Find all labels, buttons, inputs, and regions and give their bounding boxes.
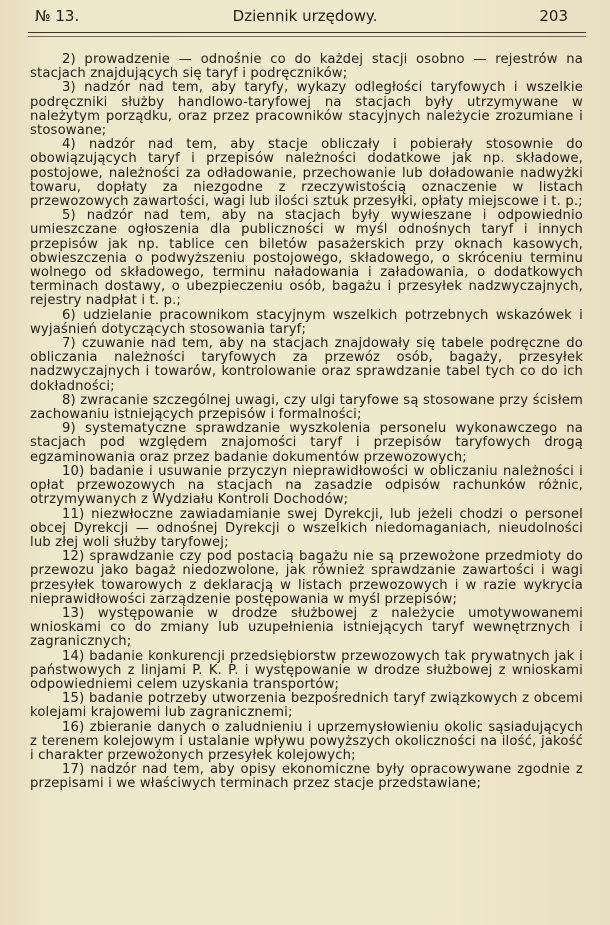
paragraph-item-17: 17) nadzór nad tem, aby opisy ekonomiczne były opracowywane zgodnie z przepisami i we właściwych terminach przez stacje przedstawiane;	[30, 762, 583, 792]
header-rule-top	[28, 32, 586, 33]
header-rule-bottom	[28, 36, 586, 37]
issue-number: № 13.	[35, 7, 80, 25]
paragraph-item-14: 14) badanie konkurencji przedsiębiorstw przewozowych tak prywatnych jak i państwowych z linjami P. K. P. i występowanie w drodze służbowej z wnioskami odpowiedniemi celem uzyskania transportów;	[30, 648, 583, 692]
paragraph-item-13: 13) występowanie w drodze służbowej z należycie umotywowanemi wnioskami co do zmiany lub uzupełnienia istniejących taryf wewnętrznych i zagranicznych;	[30, 605, 583, 650]
paragraph-item-10: 10) badanie i usuwanie przyczyn nieprawidłowości w obliczaniu należności i opłat przewozowych na stacjach na zasadzie odpisów rachunków różnic, otrzymywanych z Wydziału Kontroli Dochodów;	[30, 463, 583, 508]
paragraph-item-3: 3) nadzór nad tem, aby taryfy, wykazy odległości taryfowych i wszelkie podręczniki służby handlowo-taryfowej na stacjach były utrzymywane w należytym porządku, oraz przez pracowników stacyjnych należycie zrozumiane i stosowane;	[30, 80, 583, 139]
paragraph-item-9: 9) systematyczne sprawdzanie wyszkolenia personelu wykonawczego na stacjach pod względem znajomości taryf i przepisów taryfowych drogą egzaminowania oraz przez badanie dokumentów przewozowych;	[30, 421, 583, 465]
paragraph-item-6: 6) udzielanie pracownikom stacyjnym wszelkich potrzebnych wskazówek i wyjaśnień dotyczących stosowania taryf;	[30, 307, 583, 337]
paragraph-item-4: 4) nadzór nad tem, aby stacje obliczały i pobierały stosownie do obowiązujących taryf i przepisów należności dodatkowe jak np. składowe, postojowe, należności za odładowanie, przechowanie lub doładowanie nadwyżki towaru, dopłaty za niezgodne z rzeczywistością oznaczenie w listach przewozowych zawartości, wagi lub ilości sztuk przesyłki, opłaty miejscowe i t. p.;	[30, 137, 583, 210]
journal-title: Dziennik urzędowy.	[232, 7, 378, 25]
page-number: 203	[539, 7, 568, 25]
paragraph-item-5: 5) nadzór nad tem, aby na stacjach były wywieszane i odpowiednio umieszczane ogłoszenia dla publiczności w myśl odnośnych taryf i innych przepisów jak np. tablice cen biletów pasażerskich przy oknach kasowych, obwieszczenia o podwyższeniu postojowego, składowego, o skróceniu terminu wolnego od składowego, terminu naładowania i załadowania, o dodatkowych terminach dostawy, o ubezpieczeniu osób, bagażu i przesyłek nadzwyczajnych, rejestry nadpłat i t. p.;	[30, 208, 583, 309]
document-body	[30, 53, 583, 792]
paragraph-item-15: 15) badanie potrzeby utworzenia bezpośrednich taryf związkowych z obcemi kolejami krajowemi lub zagranicznemi;	[30, 691, 583, 721]
paragraph-item-2: 2) prowadzenie — odnośnie co do każdej stacji osobno — rejestrów na stacjach znajdujących się taryf i podręczników;	[30, 52, 583, 82]
paragraph-item-16: 16) zbieranie danych o zaludnieniu i uprzemysłowieniu okolic sąsiadujących z terenem kolejowym i ustalanie wpływu powyższych okoliczności na ilość, jakość i charakter przewożonych przesyłek kolejowych;	[30, 719, 583, 763]
paragraph-item-11: 11) niezwłoczne zawiadamianie swej Dyrekcji, lub jeżeli chodzi o personel obcej Dyrekcji — odnośnej Dyrekcji o wszelkich niedomaganiach, nieudolności lub złej woli służby taryfowej;	[30, 506, 583, 550]
paragraph-item-8: 8) zwracanie szczególnej uwagi, czy ulgi taryfowe są stosowane przy ścisłem zachowaniu istniejących przepisów i formalności;	[30, 392, 583, 423]
paragraph-item-7: 7) czuwanie nad tem, aby na stacjach znajdowały się tabele podręczne do obliczania należności taryfowych za przewóz osób, bagaży, przesyłek nadzwyczajnych i towarów, kontrolowanie oraz sprawdzanie tabel tych co do ich dokładności;	[30, 336, 583, 394]
page-header	[0, 0, 610, 34]
paragraph-item-12: 12) sprawdzanie czy pod postacią bagażu nie są przewożone przedmioty do przewozu jako bagaż niedozwolone, jak również sprawdzanie zawartości i wagi przesyłek towarowych z deklaracją w listach przewozowych i w razie wykrycia nieprawidłowości zarządzenie postępowania w myśl przepisów;	[30, 549, 583, 607]
